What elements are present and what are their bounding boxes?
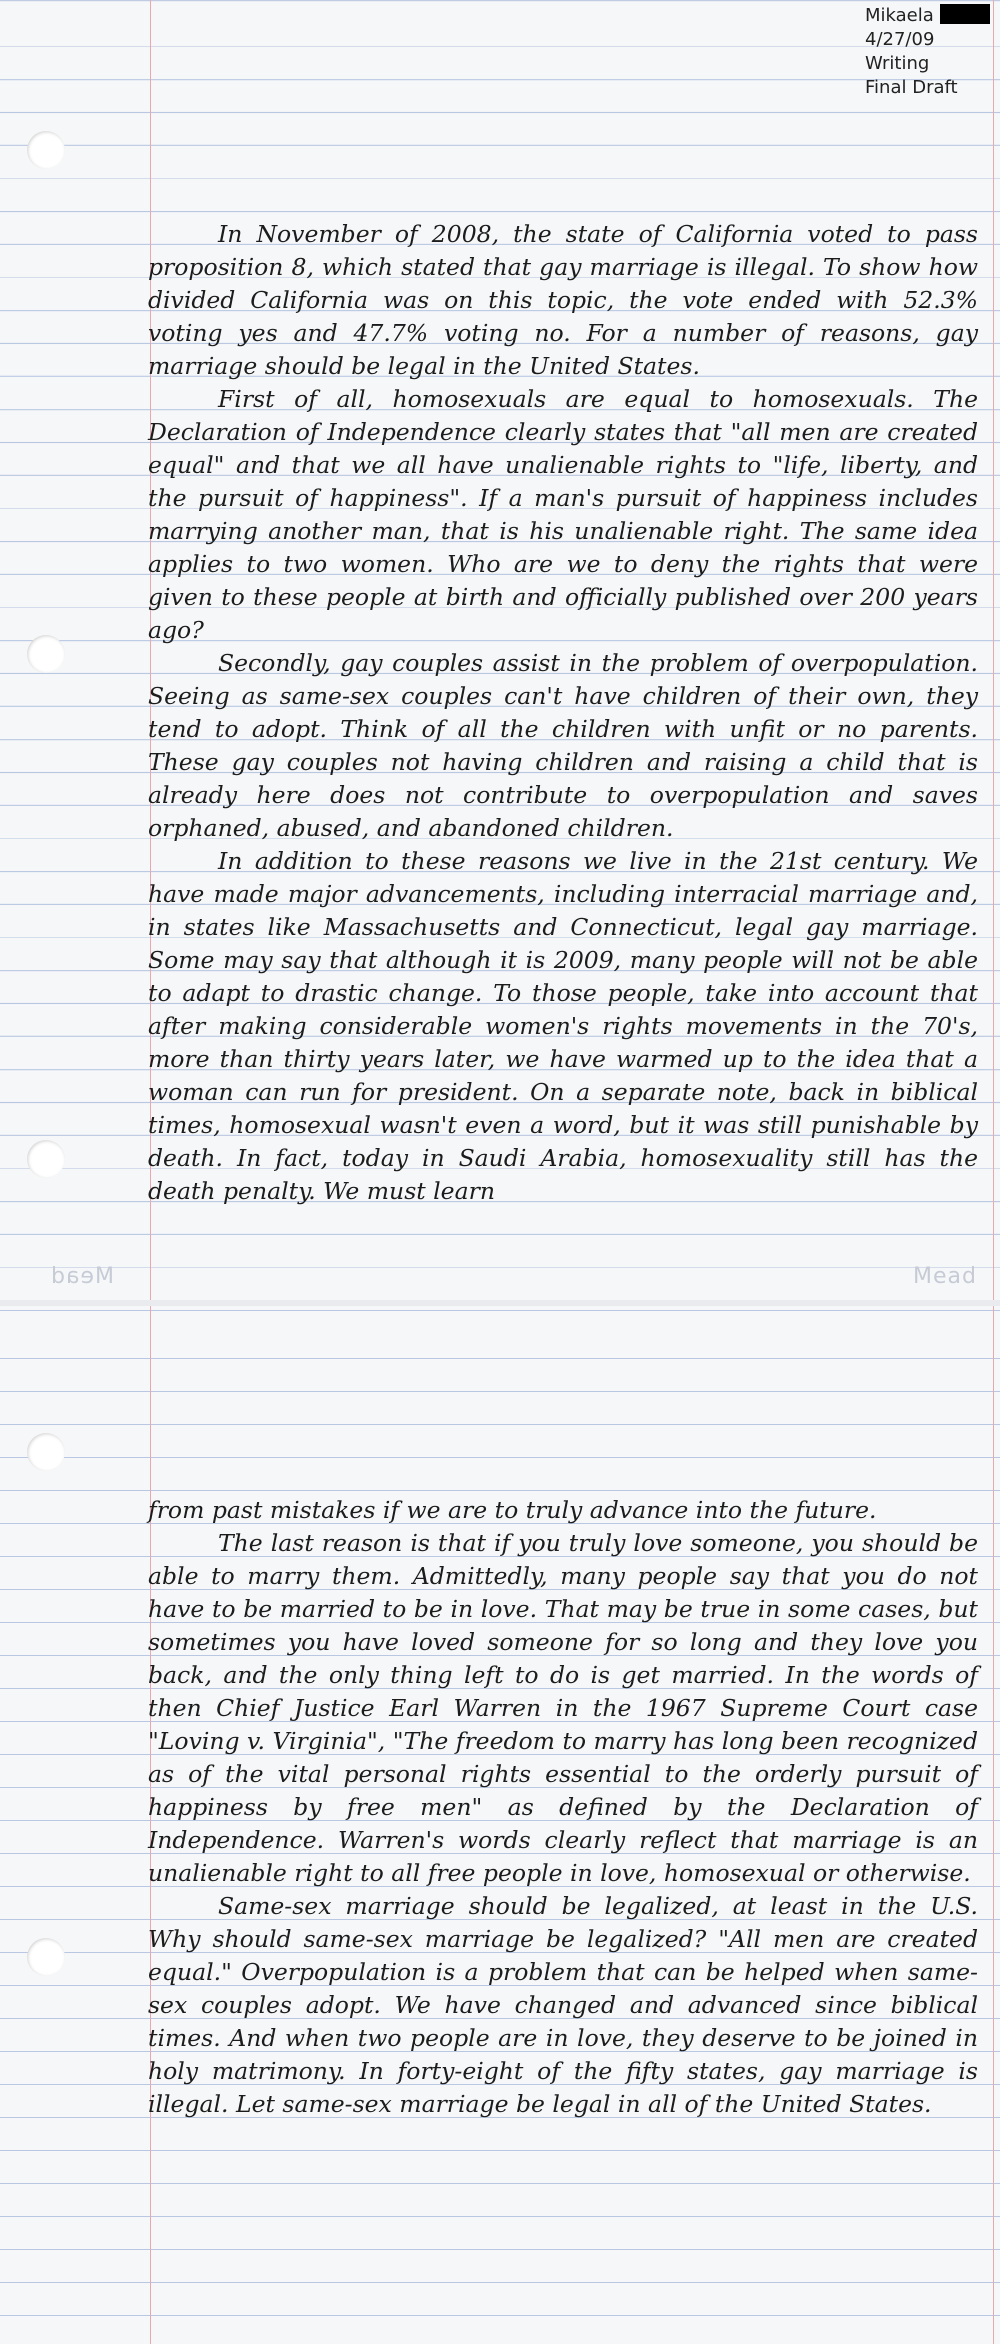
punch-hole (27, 1140, 65, 1178)
punch-hole (27, 1433, 65, 1471)
paragraph-conclusion: Same-sex marriage should be legalized, at least in the U.S. Why should same-sex marriage be legalized? "All men are created equal." Overpopulation is a problem that can be helped when same-sex couples adopt. We have changed and advanced since biblical times. And when two people are in love, they deserve to be joined in holy matrimony. In forty-eight of the fifty states, gay marriage is illegal. Let same-sex marriage be legal in all of the United States. (148, 1892, 978, 2118)
right-margin-line (993, 1306, 994, 2344)
draft-label: Final Draft (865, 77, 958, 98)
student-name-line (865, 4, 1000, 28)
mead-watermark-left: Mead (50, 1264, 114, 1289)
heading-block (865, 4, 1000, 100)
punch-hole (27, 635, 65, 673)
subject: Writing (865, 53, 930, 74)
punch-hole (27, 131, 65, 169)
paragraph-advancement: In addition to these reasons we live in the 21st century. We have made major advancements, including interracial marriage and, in states like Massachusetts and Connecticut, legal gay marriage. Some may say that although it is 2009, many people will not be able to adapt to drastic change. To those people, take into account that after making considerable women's rights movements in the 70's, more than thirty years later, we have warmed up to the idea that a woman can run for president. On a separate note, back in biblical times, homosexual wasn't even a word, but it was still punishable by death. In fact, today in Saudi Arabia, homosexuality still has the death penalty. We must learn (148, 847, 978, 1205)
paragraph-equality: First of all, homosexuals are equal to homosexuals. The Declaration of Independence clearly states that "all men are created equal" and that we all have unalienable rights to "life, liberty, and the pursuit of happiness". If a man's pursuit of happiness includes marrying another man, that is his unalienable right. The same idea applies to two women. Who are we to deny the rights that were given to these people at birth and officially published over 200 years ago? (148, 385, 978, 644)
redaction-bar (940, 4, 990, 24)
mead-watermark-right: Mead (913, 1264, 977, 1289)
essay-text-page-2 (148, 1494, 978, 2121)
notebook-page-2 (0, 1306, 1000, 2344)
right-margin-line (993, 0, 994, 1300)
punch-hole (27, 1938, 65, 1976)
paragraph-love: The last reason is that if you truly love someone, you should be able to marry them. Admittedly, many people say that you do not have to be married to be in love. That may be true in some cases, but sometimes you have loved someone for so long and they love you back, and the only thing left to do is get married. In the words of then Chief Justice Earl Warren in the 1967 Supreme Court case "Loving v. Virginia", "The freedom to marry has long been recognized as of the vital personal rights essential to the orderly pursuit of happiness by free men" as defined by the Declaration of Independence. Warren's words clearly reflect that marriage is an unalienable right to all free people in love, homosexual or otherwise. (148, 1529, 978, 1887)
date: 4/27/09 (865, 29, 935, 50)
essay-text-page-1 (148, 218, 978, 1208)
paragraph-continuation: from past mistakes if we are to truly advance into the future. (148, 1496, 877, 1524)
student-name: Mikaela (865, 5, 934, 26)
paragraph-introduction: In November of 2008, the state of California voted to pass proposition 8, which stated that gay marriage is illegal. To show how divided California was on this topic, the vote ended with 52.3% voting yes and 47.7% voting no. For a number of reasons, gay marriage should be legal in the United States. (148, 220, 978, 380)
paragraph-overpopulation: Secondly, gay couples assist in the problem of overpopulation. Seeing as same-sex couples can't have children of their own, they tend to adopt. Think of all the children with unfit or no parents. These gay couples not having children and raising a child that is already here does not contribute to overpopulation and saves orphaned, abused, and abandoned children. (148, 649, 978, 842)
